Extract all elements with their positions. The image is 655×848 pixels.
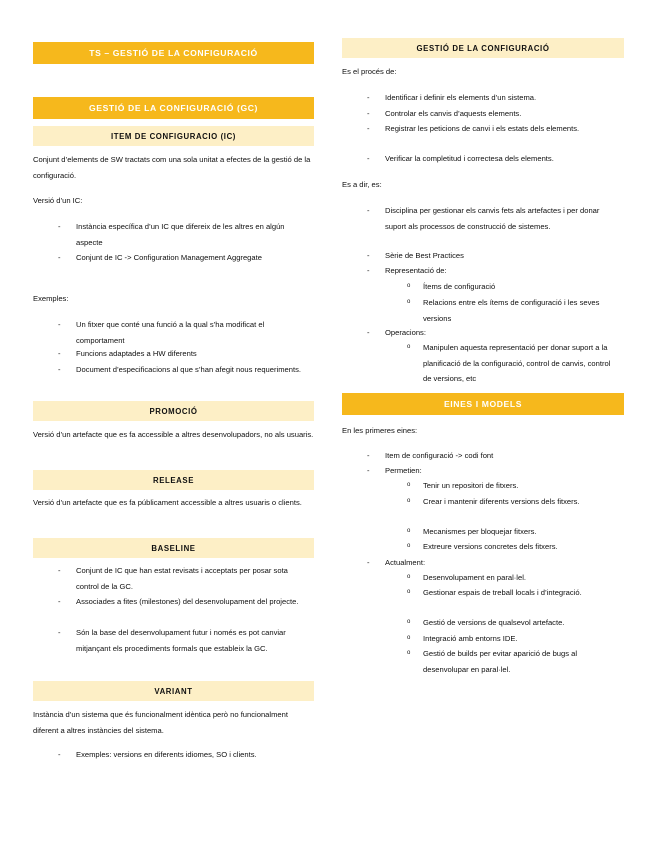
- actualment-subitem: Gestió de versions de qualsevol artefacte.: [423, 618, 565, 627]
- main-title-bar: [33, 42, 314, 64]
- circle-marker: o: [407, 650, 411, 656]
- variant-item: Exemples: versions en diferents idiomes, SO i clients.: [76, 750, 257, 759]
- eines-title-bar: [342, 393, 624, 415]
- representacio-subitem: Relacions entre els ítems de configuració i les seves versions: [423, 298, 600, 323]
- operacions-subitem: Manipulen aquesta representació per donar suport a la planificació de la configuració, control de canvis, control de versions, etc: [423, 343, 611, 383]
- dash-marker: -: [367, 451, 370, 460]
- gc-process-item: Verificar la completitud i correctesa dels elements.: [385, 154, 554, 163]
- release-heading: RELEASE: [152, 475, 195, 485]
- dash-marker: -: [367, 124, 370, 133]
- dash-marker: -: [367, 251, 370, 260]
- dash-marker: -: [58, 750, 61, 759]
- circle-marker: o: [407, 543, 411, 549]
- main-title: TS – GESTIÓ DE LA CONFIGURACIÓ: [89, 48, 258, 58]
- gc-process-item: Identificar i definir els elements d’un sistema.: [385, 93, 537, 102]
- permetien-subitem: Extreure versions concretes dels fitxers.: [423, 542, 558, 551]
- dash-marker: -: [58, 628, 61, 637]
- permetien-subitem: Crear i mantenir diferents versions dels fitxers.: [423, 497, 580, 506]
- circle-marker: o: [407, 528, 411, 534]
- gc-heading-bar: [342, 38, 624, 58]
- actualment-subitem: Integració amb entorns IDE.: [423, 634, 518, 643]
- promocio-heading: PROMOCIÓ: [149, 406, 198, 416]
- ic-example-item: Document d’especificacions al que s’han afegit nous requeriments.: [76, 365, 301, 374]
- release-heading-bar: [33, 470, 314, 490]
- gc-item: Representació de:: [385, 266, 447, 275]
- circle-marker: o: [407, 283, 411, 289]
- permetien-subitem: Mecanismes per bloquejar fitxers.: [423, 527, 537, 536]
- dash-marker: -: [367, 206, 370, 215]
- ic-definition: Conjunt d’elements de SW tractats com una sola unitat a efectes de la gestió de la configuració.: [33, 155, 311, 180]
- actualment-subitem: Gestionar espais de treball locals i d’integració.: [423, 588, 582, 597]
- ic-version-item: Instància específica d’un IC que difereix de les altres en algún aspecte: [76, 222, 285, 247]
- baseline-heading-bar: [33, 538, 314, 558]
- gc-intro: Es el procés de:: [342, 67, 397, 76]
- gc-process-item: Controlar els canvis d’aquests elements.: [385, 109, 522, 118]
- circle-marker: o: [407, 635, 411, 641]
- dash-marker: -: [367, 328, 370, 337]
- baseline-heading: BASELINE: [151, 543, 196, 553]
- ic-heading: ITEM DE CONFIGURACIO (IC): [110, 131, 237, 141]
- circle-marker: o: [407, 574, 411, 580]
- dash-marker: -: [58, 365, 61, 374]
- baseline-item: Són la base del desenvolupament futur i només es pot canviar mitjançant els procediments formals que estableix la GC.: [76, 628, 286, 653]
- dash-marker: -: [58, 349, 61, 358]
- actualment-subitem: Desenvolupament en paral·lel.: [423, 573, 526, 582]
- eines-title: EINES I MODELS: [443, 399, 523, 409]
- ic-examples-label: Exemples:: [33, 294, 69, 303]
- variant-heading: VARIANT: [154, 686, 193, 696]
- gc-title: GESTIÓ DE LA CONFIGURACIÓ (GC): [88, 103, 259, 113]
- gc-title-bar: [33, 97, 314, 119]
- dash-marker: -: [58, 320, 61, 329]
- eines-item: Item de configuració -> codi font: [385, 451, 494, 460]
- dash-marker: -: [58, 597, 61, 606]
- ic-heading-bar: [33, 126, 314, 146]
- actualment-subitem: Gestió de builds per evitar aparició de bugs al desenvolupar en paral·lel.: [423, 649, 578, 674]
- circle-marker: o: [407, 589, 411, 595]
- circle-marker: o: [407, 619, 411, 625]
- ic-version-item: Conjunt de IC -> Configuration Management Aggregate: [76, 253, 262, 262]
- ic-version-label: Versió d’un IC:: [33, 196, 83, 205]
- baseline-item: Conjunt de IC que han estat revisats i acceptats per posar sota control de la GC.: [76, 566, 288, 591]
- dash-marker: -: [367, 154, 370, 163]
- dash-marker: -: [367, 558, 370, 567]
- circle-marker: o: [407, 482, 411, 488]
- variant-heading-bar: [33, 681, 314, 701]
- representacio-subitem: Ítems de configuració: [423, 282, 496, 291]
- gc-item: Operacions:: [385, 328, 426, 337]
- dash-marker: -: [367, 466, 370, 475]
- promocio-heading-bar: [33, 401, 314, 421]
- baseline-item: Associades a fites (milestones) del desenvolupament del projecte.: [76, 597, 299, 606]
- variant-text: Instància d’un sistema que és funcionalment idèntica però no funcionalment diferent a altres instàncies del sistema.: [33, 710, 288, 735]
- gc-es-a-dir: Es a dir, es:: [342, 180, 382, 189]
- release-text: Versió d’un artefacte que es fa públicament accessible a altres usuaris o clients.: [33, 498, 302, 507]
- dash-marker: -: [367, 266, 370, 275]
- promocio-text: Versió d’un artefacte que es fa accessible a altres desenvolupadors, no als usuaris.: [33, 430, 314, 439]
- gc-item: Disciplina per gestionar els canvis fets als artefactes i per donar suport als processos de construcció de sistemes.: [385, 206, 600, 231]
- dash-marker: -: [58, 566, 61, 575]
- dash-marker: -: [58, 222, 61, 231]
- circle-marker: o: [407, 299, 411, 305]
- ic-example-item: Funcions adaptades a HW diferents: [76, 349, 197, 358]
- eines-item: Actualment:: [385, 558, 426, 567]
- ic-example-item: Un fitxer que conté una funció a la qual s’ha modificat el comportament: [76, 320, 265, 345]
- eines-item: Permetien:: [385, 466, 422, 475]
- dash-marker: -: [367, 93, 370, 102]
- permetien-subitem: Tenir un repositori de fitxers.: [423, 481, 519, 490]
- dash-marker: -: [367, 109, 370, 118]
- circle-marker: o: [407, 344, 411, 350]
- dash-marker: -: [58, 253, 61, 262]
- gc-heading: GESTIÓ DE LA CONFIGURACIÓ: [416, 43, 550, 53]
- gc-item: Sèrie de Best Practices: [385, 251, 464, 260]
- circle-marker: o: [407, 498, 411, 504]
- eines-intro: En les primeres eines:: [342, 426, 418, 435]
- gc-process-item: Registrar les peticions de canvi i els estats dels elements.: [385, 124, 580, 133]
